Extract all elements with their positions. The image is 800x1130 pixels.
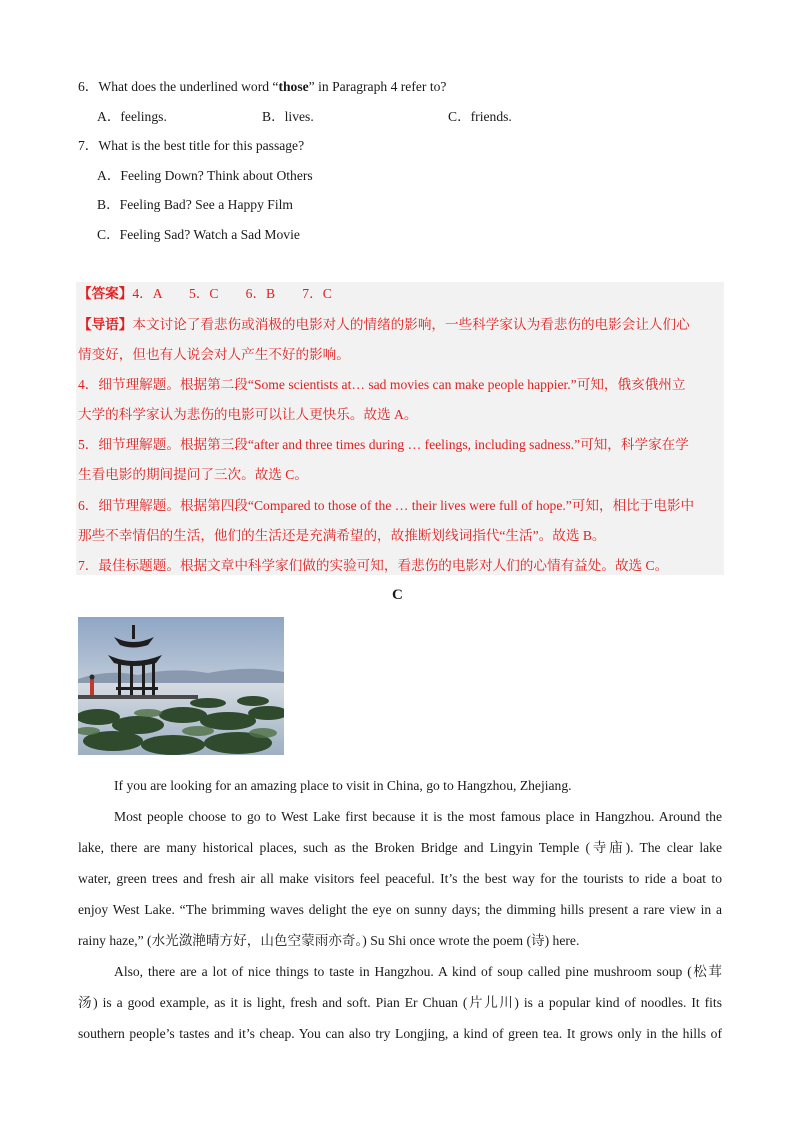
p3-line-3: southern people’s tastes and it’s cheap. You can also try Longjing, a kind of green tea. It grows only in the hills of (78, 1026, 722, 1041)
explanation-4-line-1: 4．细节理解题。根据第二段“Some scientists at… sad movies can make people happier.”可知，俄亥俄州立 (78, 377, 686, 392)
p2-line-4: enjoy West Lake. “The brimming waves delight the eye on sunny days; the dimming hills present a rare view in a (78, 902, 722, 917)
explanation-6-line-2: 那些不幸情侣的生活，他们的生活还是充满希望的，故推断划线词指代“生活”。故选 B。 (78, 528, 606, 543)
p2-line-2: lake, there are many historical places, such as the Broken Bridge and Lingyin Temple (寺庙). The clear lake (78, 840, 722, 855)
passage-paragraph-3 (78, 956, 722, 1049)
question-7-stem: 7．What is the best title for this passage? (78, 138, 305, 153)
q6-stem-post: ” in Paragraph 4 refer to? (308, 79, 447, 94)
answer-label: 【答案】 (78, 286, 133, 301)
question-6-stem (78, 78, 446, 96)
explanation-5-line-2: 生看电影的期间提问了三次。故选 C。 (78, 467, 308, 482)
p3-line-1: Also, there are a lot of nice things to taste in Hangzhou. A kind of soup called pine mushroom soup (松茸 (114, 964, 722, 979)
q6-option-a: A．feelings. (97, 109, 167, 124)
q7-option-b: B．Feeling Bad? See a Happy Film (97, 197, 293, 212)
p1-line: If you are looking for an amazing place to visit in China, go to Hangzhou, Zhejiang. (114, 778, 572, 793)
explanation-6-line-1: 6．细节理解题。根据第四段“Compared to those of the … their lives were full of hope.”可知，相比于电影中 (78, 498, 695, 513)
p2-line-5: rainy haze,” (水光潋滟晴方好，山色空蒙雨亦奇。) Su Shi once wrote the poem (诗) here. (78, 933, 580, 948)
q6-stem-bold: those (278, 79, 309, 94)
q6-option-c: C．friends. (448, 109, 512, 124)
passage-paragraph-2 (78, 801, 722, 956)
guide-label: 【导语】 (78, 317, 133, 332)
section-title: C (392, 587, 403, 603)
q7-option-c: C．Feeling Sad? Watch a Sad Movie (97, 227, 300, 242)
passage-paragraph-1 (78, 770, 722, 801)
explanation-7: 7．最佳标题题。根据文章中科学家们做的实验可知，看悲伤的电影对人们的心情有益处。故选 C。 (78, 558, 669, 573)
q7-option-a: A．Feeling Down? Think about Others (97, 168, 313, 183)
guide-line-1 (78, 316, 690, 334)
answer-keys-text: 4．A 5．C 6．B 7．C (132, 286, 332, 301)
explanation-5-line-1: 5．细节理解题。根据第三段“after and three times during … feelings, including sadness.”可知，科学家在学 (78, 437, 689, 452)
q6-stem-pre: 6．What does the underlined word “ (78, 79, 279, 94)
guide-line-2: 情变好，但也有人说会对人产生不好的影响。 (78, 347, 350, 362)
answer-keys (78, 285, 332, 303)
q6-option-b: B．lives. (262, 109, 314, 124)
guide-text-1: 本文讨论了看悲伤或消极的电影对人的情绪的影响，一些科学家认为看悲伤的电影会让人们心 (132, 317, 690, 332)
p2-line-3: water, green trees and fresh air all make visitors feel peaceful. It’s the best way for the tourists to ride a boat to (78, 871, 722, 886)
p3-line-2: 汤) is a good example, as it is light, fresh and soft. Pian Er Chuan (片儿川) is a popular kind of noodles. It fits (78, 995, 722, 1010)
west-lake-pavilion-photo (78, 617, 284, 755)
p2-line-1: Most people choose to go to West Lake first because it is the most famous place in Hangzhou. Around the (114, 809, 722, 824)
explanation-4-line-2: 大学的科学家认为悲伤的电影可以让人更快乐。故选 A。 (78, 407, 418, 422)
